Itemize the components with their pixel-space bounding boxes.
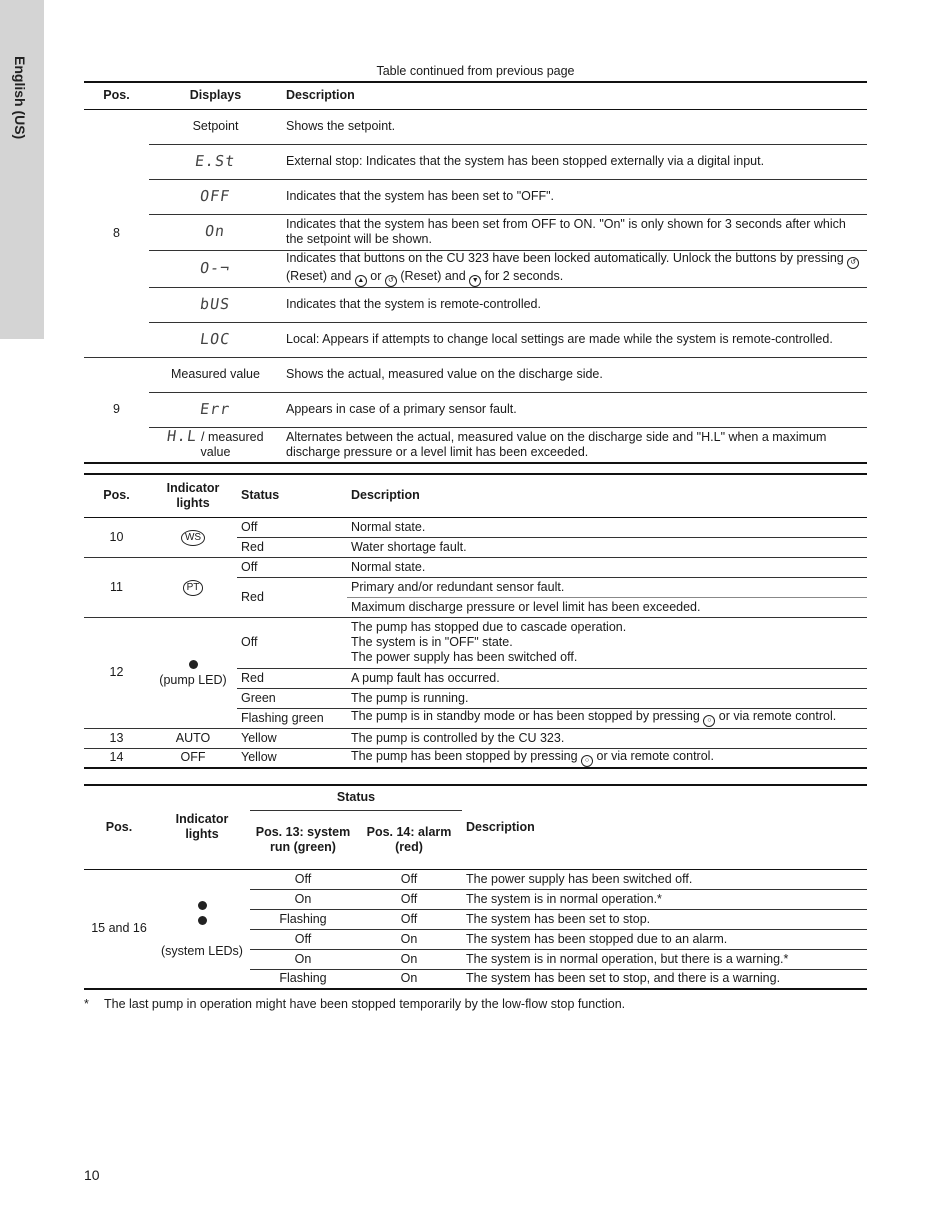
display-code: bUS (199, 294, 232, 313)
display-cell: Measured value (171, 367, 260, 381)
description-cell: Indicates that buttons on the CU 323 have been locked automatically. Unlock the buttons by pressing ↺ (Reset) and ▲ or ↺ (Reset) and ▼ for 2 seconds. (282, 250, 867, 287)
table-row (84, 109, 867, 144)
col-system-run: Pos. 13: system run (green) (255, 824, 351, 854)
run-cell: Flashing (279, 971, 327, 986)
table-row (84, 144, 867, 179)
description-cell: The system has been set to stop. (466, 911, 651, 926)
table-row (84, 869, 867, 889)
description-cell: The system has been stopped due to an alarm. (466, 931, 728, 946)
table-row (84, 214, 867, 250)
system-run-led-icon (198, 901, 207, 910)
stop-button-icon: ○ (581, 755, 593, 767)
language-label: English (US) (12, 56, 28, 140)
display-cell: H.L / measured value (166, 427, 264, 460)
footnote-text: The last pump in operation might have been stopped temporarily by the low-flow stop function. (104, 997, 626, 1011)
display-code: OFF (199, 186, 232, 205)
col-indicator: Indicator lights (154, 785, 250, 869)
alarm-cell: On (400, 931, 418, 946)
pos-cell: 9 (84, 357, 149, 463)
col-displays: Displays (189, 88, 242, 103)
status-cell: Red (237, 577, 347, 617)
description-cell: The pump has been stopped by pressing ○ or via remote control. (347, 748, 867, 768)
col-status: Status (250, 785, 462, 810)
col-description: Description (286, 88, 355, 103)
description-cell: The pump is controlled by the CU 323. (351, 730, 565, 745)
indicator-cell: AUTO (175, 730, 211, 745)
description-cell: The power supply has been switched off. (466, 871, 693, 886)
alarm-cell: On (400, 971, 418, 986)
page-number: 10 (84, 1167, 100, 1183)
up-button-icon: ▲ (355, 275, 367, 287)
alarm-cell: Off (400, 911, 418, 926)
display-code: O-¬ (199, 258, 232, 277)
description-cell: Shows the setpoint. (286, 119, 396, 133)
run-cell: Off (294, 931, 312, 946)
indicator-cell: OFF (180, 750, 206, 765)
alarm-cell: Off (400, 891, 418, 906)
indicator-lights-table (84, 473, 867, 769)
down-button-icon: ▼ (469, 275, 481, 287)
pos-cell: 13 (109, 730, 124, 745)
description-cell: Primary and/or redundant sensor fault. (351, 579, 565, 594)
description-cell: Indicates that the system has been set to "OFF". (286, 189, 555, 203)
col-pos: Pos. (103, 88, 130, 103)
table-row (84, 392, 867, 427)
table-row (84, 728, 867, 748)
status-cell: Off (241, 519, 258, 534)
col-pos: Pos. (84, 785, 154, 869)
pos-cell: 14 (109, 750, 124, 765)
description-cell: The pump is running. (351, 690, 469, 705)
water-shortage-icon: WS (181, 530, 205, 546)
system-leds-cell: (system LEDs) (154, 869, 250, 989)
pos-cell: 10 (84, 517, 149, 557)
table-row (84, 179, 867, 214)
col-description: Description (462, 785, 867, 869)
display-code: On (204, 222, 227, 240)
description-cell: Shows the actual, measured value on the discharge side. (286, 367, 603, 381)
pos-cell: 12 (84, 617, 149, 728)
description-cell: Maximum discharge pressure or level limit has been exceeded. (351, 599, 701, 614)
status-cell: Red (241, 539, 264, 554)
status-cell: Red (241, 670, 264, 685)
col-status: Status (241, 488, 280, 503)
alarm-cell: On (400, 951, 418, 966)
status-cell: Yellow (241, 730, 277, 745)
displays-table (84, 81, 867, 464)
table-caption: Table continued from previous page (376, 64, 575, 78)
description-cell: The system has been set to stop, and there is a warning. (466, 971, 781, 986)
table-row (84, 517, 867, 537)
description-cell: Indicates that the system has been set from OFF to ON. "On" is only shown for 3 seconds after which the setpoint will be shown. (286, 217, 846, 246)
description-cell: The pump is in standby mode or has been stopped by pressing ○ or via remote control. (347, 708, 867, 728)
language-tab (0, 0, 44, 339)
col-description: Description (351, 488, 420, 503)
status-cell: Off (241, 635, 258, 649)
table-row (84, 357, 867, 392)
status-cell: Flashing green (241, 710, 324, 725)
table-row (84, 427, 867, 463)
status-cell: Yellow (241, 750, 277, 765)
status-cell: Green (241, 690, 276, 705)
description-cell: The pump has stopped due to cascade operation. The system is in "OFF" state. The power supply has been switched off. (351, 620, 627, 664)
description-cell: Water shortage fault. (351, 539, 467, 554)
description-cell: Local: Appears if attempts to change local settings are made while the system is remote-controlled. (286, 332, 833, 346)
reset-button-icon: ↺ (385, 275, 397, 287)
pressure-transmitter-icon: PT (183, 580, 204, 596)
alarm-cell: Off (400, 871, 418, 886)
description-cell: External stop: Indicates that the system has been stopped externally via a digital input. (286, 154, 765, 168)
display-code: Err (199, 399, 232, 418)
description-cell: Alternates between the actual, measured value on the discharge side and "H.L" when a maximum discharge pressure or a level limit has been exceeded. (286, 429, 827, 459)
description-cell: Normal state. (351, 519, 426, 534)
description-cell: The system is in normal operation, but there is a warning.* (466, 951, 789, 966)
display-code: E.St (194, 151, 237, 170)
pump-led-cell: (pump LED) (149, 617, 237, 728)
table-row (84, 250, 867, 287)
description-cell: A pump fault has occurred. (351, 670, 500, 685)
description-cell: Normal state. (351, 559, 426, 574)
table-row (84, 617, 867, 668)
pos-cell: 11 (84, 557, 149, 617)
run-cell: Flashing (279, 911, 327, 926)
col-indicator: Indicator lights (166, 480, 220, 510)
pos-cell: 8 (84, 109, 149, 357)
table-row (84, 557, 867, 577)
col-pos: Pos. (103, 488, 130, 503)
table-row (84, 748, 867, 768)
description-cell: The system is in normal operation.* (466, 891, 662, 906)
reset-button-icon: ↺ (847, 257, 859, 269)
pump-led-icon (189, 660, 198, 669)
system-leds-table (84, 784, 867, 990)
display-code: LOC (199, 329, 232, 348)
run-cell: On (294, 951, 312, 966)
run-cell: Off (294, 871, 312, 886)
description-cell: Appears in case of a primary sensor fault. (286, 402, 517, 416)
table-row (84, 287, 867, 322)
run-cell: On (294, 891, 312, 906)
footnote (84, 997, 625, 1011)
col-alarm: Pos. 14: alarm (red) (366, 824, 452, 854)
footnote-mark: * (84, 997, 89, 1011)
description-cell: Indicates that the system is remote-controlled. (286, 297, 541, 311)
pos-cell: 15 and 16 (84, 869, 154, 989)
display-cell: Setpoint (192, 119, 239, 133)
stop-button-icon: ○ (703, 715, 715, 727)
alarm-led-icon (198, 916, 207, 925)
table-row (84, 322, 867, 357)
status-cell: Off (241, 559, 258, 574)
